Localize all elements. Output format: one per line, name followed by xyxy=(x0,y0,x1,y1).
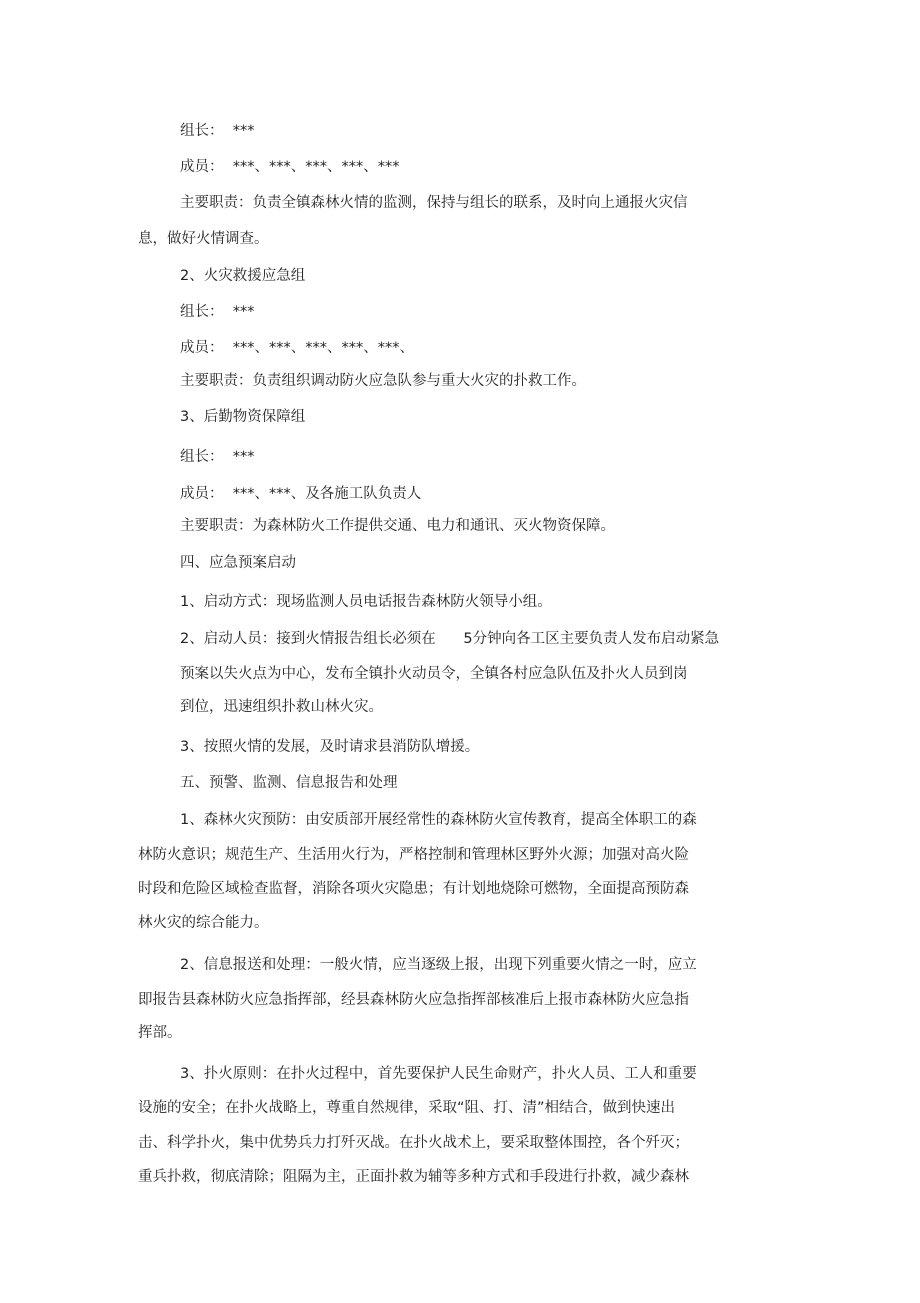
section-heading: 2、火灾救援应急组 xyxy=(180,268,306,284)
text-line: 2、启动人员：接到火情报告组长必须在 5分钟向各工区主要负责人发布启动紧急 xyxy=(180,631,720,647)
text-line: 组长： *** xyxy=(180,449,255,465)
text-line: 主要职责：为森林防火工作提供交通、电力和通讯、灭火物资保障。 xyxy=(180,518,615,534)
text-line: 林火灾的综合能力。 xyxy=(138,915,269,931)
text-line: 3、扑火原则：在扑火过程中，首先要保护人民生命财产，扑火人员、工人和重要 xyxy=(180,1066,697,1082)
text-line: 成员： ***、***、***、***、*** xyxy=(180,159,400,175)
text-line: 时段和危险区域检查监督，消除各项火灾隐患；有计划地烧除可燃物，全面提高预防森 xyxy=(138,881,689,897)
text-line: 预案以失火点为中心，发布全镇扑火动员令，全镇各村应急队伍及扑火人员到岗 xyxy=(180,666,688,682)
text-line: 击、科学扑火，集中优势兵力打歼灭战。在扑火战术上，要采取整体围控，各个歼灭； xyxy=(138,1135,689,1151)
text-line: 林防火意识；规范生产、生活用火行为，严格控制和管理林区野外火源；加强对高火险 xyxy=(138,847,689,863)
text-line: 1、启动方式：现场监测人员电话报告森林防火领导小组。 xyxy=(180,594,552,610)
text-line: 主要职责：负责组织调动防火应急队参与重大火灾的扑救工作。 xyxy=(180,373,586,389)
section-heading: 3、后勤物资保障组 xyxy=(180,409,306,425)
text-line: 主要职责：负责全镇森林火情的监测，保持与组长的联系，及时向上通报火灾信 xyxy=(180,195,688,211)
text-line: 息，做好火情调查。 xyxy=(138,231,269,247)
text-line: 重兵扑救，彻底清除；阻隔为主，正面扑救为辅等多种方式和手段进行扑救，减少森林 xyxy=(138,1169,689,1185)
text-line: 2、信息报送和处理：一般火情，应当逐级上报，出现下列重要火情之一时，应立 xyxy=(180,957,697,973)
text-line: 到位，迅速组织扑救山林火灾。 xyxy=(180,699,383,715)
section-heading: 四、应急预案启动 xyxy=(180,555,296,571)
text-line: 成员： ***、***、***、***、***、 xyxy=(180,340,414,356)
text-line: 挥部。 xyxy=(138,1025,182,1041)
section-heading: 五、预警、监测、信息报告和处理 xyxy=(180,775,398,791)
text-line: 即报告县森林防火应急指挥部，经县森林防火应急指挥部核准后上报市森林防火应急指 xyxy=(138,992,689,1008)
text-line: 成员： ***、***、及各施工队负责人 xyxy=(180,486,422,502)
text-line: 组长： *** xyxy=(180,123,255,139)
text-line: 组长： *** xyxy=(180,304,255,320)
text-line: 3、按照火情的发展，及时请求县消防队增援。 xyxy=(180,739,480,755)
text-line: 1、森林火灾预防：由安质部开展经常性的森林防火宣传教育，提高全体职工的森 xyxy=(180,812,697,828)
text-line: 设施的安全；在扑火战略上，尊重自然规律，采取“阻、打、清”相结合，做到快速出 xyxy=(138,1100,676,1116)
